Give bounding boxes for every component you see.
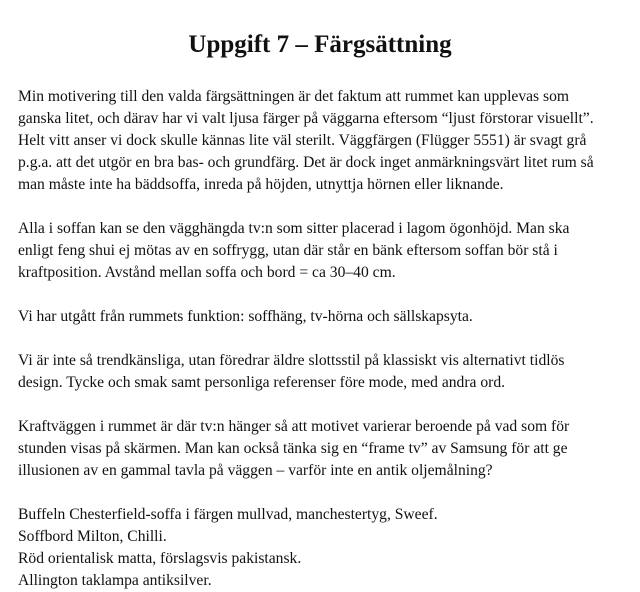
list-item: Röd orientalisk matta, förslagsvis pakistansk. [18, 550, 302, 567]
text-line: illusionen av en gammal tavla på väggen – varför inte en antik oljemålning? [18, 462, 493, 479]
paragraph-focal-wall [18, 416, 628, 482]
paragraph-seating [18, 218, 628, 284]
text-line: Min motivering till den valda färgsättningen är det faktum att rummet kan upplevas som [18, 88, 569, 105]
text-line: p.g.a. att det utgör en bra bas- och grundfärg. Det är dock inget anmärkningsvärt litet rum så [18, 154, 594, 171]
paragraph-function [18, 306, 628, 328]
document-title: Uppgift 7 – Färgsättning [188, 31, 452, 58]
text-line: ganska litet, och därav har vi valt ljusa färger på väggarna eftersom “ljust förstorar visuellt”. [18, 110, 594, 127]
text-line: Alla i soffan kan se den vägghängda tv:n som sitter placerad i lagom ögonhöjd. Man ska [18, 220, 570, 237]
text-line: design. Tycke och smak samt personliga referenser före mode, med andra ord. [18, 374, 506, 391]
text-line: stunden visas på skärmen. Man kan också tänka sig en “frame tv” av Samsung för att ge [18, 440, 568, 457]
list-item: Allington taklampa antiksilver. [18, 572, 212, 589]
text-line: man måste inte ha bäddsoffa, inreda på höjden, utnyttja hörnen eller liknande. [18, 176, 504, 193]
paragraph-motivation [18, 86, 628, 196]
list-item: Soffbord Milton, Chilli. [18, 528, 167, 545]
text-line: Vi har utgått från rummets funktion: soffhäng, tv-hörna och sällskapsyta. [18, 308, 473, 325]
paragraph-style [18, 350, 628, 394]
document-body [18, 86, 628, 592]
list-item: Buffeln Chesterfield-soffa i färgen mullvad, manchestertyg, Sweef. [18, 506, 438, 523]
text-line: kraftposition. Avstånd mellan soffa och bord = ca 30–40 cm. [18, 264, 396, 281]
text-line: Kraftväggen i rummet är där tv:n hänger så att motivet varierar beroende på vad som för [18, 418, 570, 435]
text-line: Vi är inte så trendkänsliga, utan föredrar äldre slottsstil på klassiskt vis alternativt tidlös [18, 352, 565, 369]
text-line: Helt vitt anser vi dock skulle kännas lite väl sterilt. Väggfärgen (Flügger 5551) är svagt grå [18, 132, 587, 149]
furniture-list [18, 504, 628, 592]
text-line: enligt feng shui ej mötas av en soffrygg, utan där står en bänk eftersom soffan bör stå i [18, 242, 558, 259]
